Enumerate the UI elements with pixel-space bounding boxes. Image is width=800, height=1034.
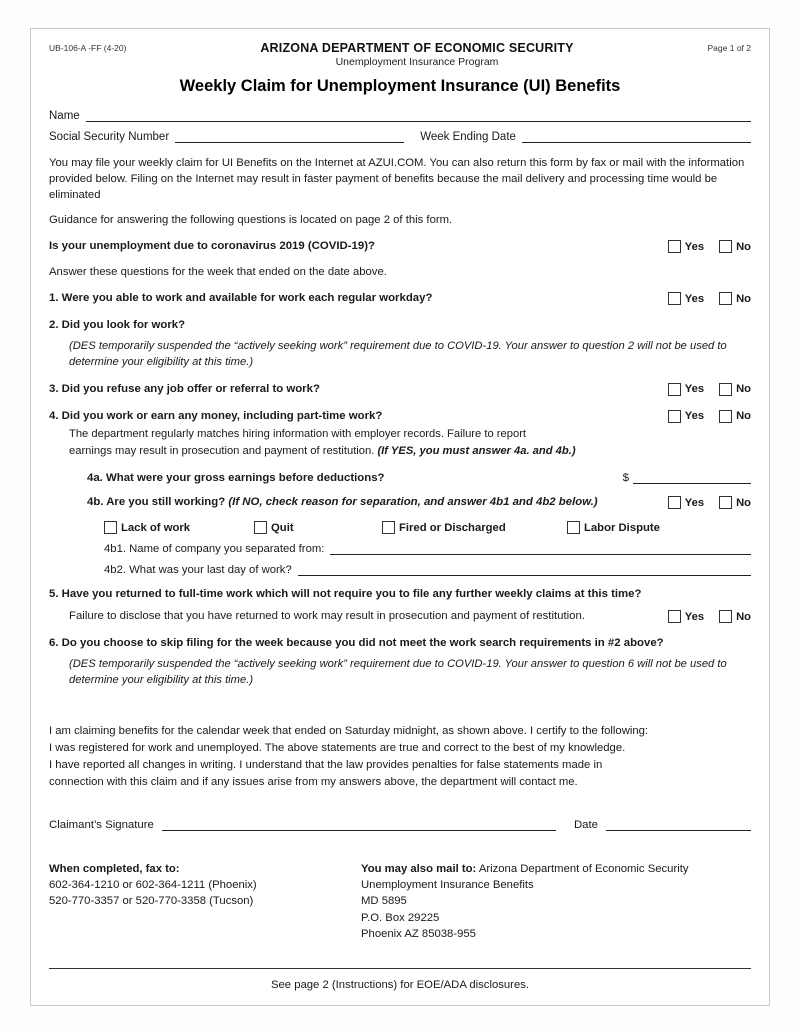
reason-quit[interactable] [254, 521, 382, 534]
question-2-label: Did you look for work? [61, 319, 186, 332]
q4b-yes-option[interactable] [668, 496, 704, 509]
question-4-detail-line2 [69, 444, 751, 460]
checkbox-icon[interactable] [382, 521, 395, 534]
checkbox-icon[interactable] [719, 240, 732, 253]
checkbox-icon[interactable] [719, 292, 732, 305]
currency-symbol: $ [622, 472, 629, 485]
reason-labor-dispute[interactable] [567, 521, 660, 534]
checkbox-icon[interactable] [668, 496, 681, 509]
question-4-number: 4. [49, 409, 59, 422]
certification-line-1: I am claiming benefits for the calendar week that ended on Saturday midnight, as shown above. I certify to the following: [49, 724, 649, 737]
question-4-row [49, 409, 751, 425]
checkbox-icon[interactable] [567, 521, 580, 534]
name-field-row [49, 110, 751, 122]
question-5-note-row [49, 609, 751, 625]
q5-yes-option[interactable] [668, 610, 704, 623]
q4-yes-label: Yes [684, 410, 705, 423]
q1-yes-label: Yes [684, 292, 705, 305]
company-name-input[interactable] [330, 543, 751, 555]
question-4b1-row [104, 543, 751, 555]
program-name: Unemployment Insurance Program [335, 56, 499, 68]
q5-no-label: No [736, 610, 751, 623]
form-code: UB-106-A -FF (4-20) [49, 43, 127, 53]
q1-yes-option[interactable] [668, 292, 704, 305]
form-header [49, 41, 751, 68]
checkbox-icon[interactable] [668, 410, 681, 423]
question-2-number: 2. [49, 319, 59, 332]
mail-line-1: Arizona Department of Economic Security [478, 862, 689, 875]
q1-no-option[interactable] [719, 292, 751, 305]
reason-labor-dispute-label: Labor Dispute [584, 521, 660, 534]
disclosure-note: See page 2 (Instructions) for EOE/ADA disclosures. [270, 979, 530, 992]
question-3-row [49, 382, 751, 398]
question-4b-answer-group [668, 495, 751, 509]
q3-no-label: No [736, 383, 751, 396]
question-4b-text [87, 495, 668, 511]
question-4b-emphasis: (If NO, check reason for separation, and answer 4b1 and 4b2 below.) [228, 496, 598, 509]
checkbox-icon[interactable] [668, 240, 681, 253]
page-number: Page 1 of 2 [707, 43, 751, 53]
fax-block [49, 861, 361, 943]
question-4b-row [49, 495, 751, 511]
question-2-note: (DES temporarily suspended the “actively seeking work” requirement due to COVID-19. Your answer to question 2 will not be used to determine your eligibility at this time.) [69, 340, 727, 368]
checkbox-icon[interactable] [668, 610, 681, 623]
q3-no-option[interactable] [719, 383, 751, 396]
checkbox-icon[interactable] [254, 521, 267, 534]
question-4b1-label: 4b1. Name of company you separated from: [104, 543, 325, 556]
mail-heading: You may also mail to: [361, 862, 477, 875]
q4-yes-option[interactable] [668, 410, 704, 423]
question-2-text [49, 318, 751, 334]
question-4b2-label: 4b2. What was your last day of work? [104, 564, 292, 577]
ssn-week-row [49, 131, 751, 143]
question-5-label: Have you returned to full-time work which will not require you to file any further weekly claims at this time? [61, 588, 642, 601]
question-4b2-row [104, 564, 751, 576]
certification-line-2: I was registered for work and unemployed. The above statements are true and correct to the best of my knowledge. [49, 741, 626, 754]
question-1-row [49, 291, 751, 307]
question-1-answer-group [668, 291, 751, 305]
q4b-no-label: No [736, 496, 751, 509]
department-name: ARIZONA DEPARTMENT OF ECONOMIC SECURITY [260, 41, 574, 55]
question-1-text [49, 291, 668, 307]
name-input[interactable] [86, 110, 751, 122]
form-sheet [30, 28, 770, 1006]
footer-divider [49, 968, 751, 969]
checkbox-icon[interactable] [668, 292, 681, 305]
question-1-number: 1. [49, 292, 59, 305]
intro-paragraph: You may file your weekly claim for UI Benefits on the Internet at AZUI.COM. You can also return this form by fax or mail with the information provided below. Filing on the Internet may result in faster payment of benefits because the mail delivery and processing time would be eliminated [49, 157, 745, 202]
question-5-row [49, 587, 751, 603]
question-4a-row [49, 472, 751, 484]
checkbox-icon[interactable] [719, 383, 732, 396]
checkbox-icon[interactable] [719, 496, 732, 509]
question-4-label: Did you work or earn any money, including part-time work? [61, 409, 383, 422]
question-5-text [49, 587, 751, 603]
question-4a-label: 4a. What were your gross earnings before deductions? [87, 472, 385, 485]
question-3-answer-group [668, 382, 751, 396]
reason-fired-label: Fired or Discharged [399, 521, 506, 534]
q4b-yes-label: Yes [684, 496, 705, 509]
checkbox-icon[interactable] [668, 383, 681, 396]
certification-block [49, 723, 751, 791]
q4b-no-option[interactable] [719, 496, 751, 509]
name-label: Name [49, 110, 80, 122]
covid-question-row [49, 239, 751, 255]
covid-question-text: Is your unemployment due to coronavirus 2019 (COVID-19)? [49, 240, 375, 253]
question-6-text [49, 636, 751, 652]
mail-line-3: MD 5895 [361, 895, 407, 908]
question-5-answer-group [668, 609, 751, 623]
q3-yes-label: Yes [684, 383, 705, 396]
form-title: Weekly Claim for Unemployment Insurance (UI) Benefits [179, 77, 621, 95]
signature-row [49, 819, 751, 831]
question-4-detail-line1: The department regularly matches hiring information with employer records. Failure to report [69, 427, 527, 440]
question-5-number: 5. [49, 588, 59, 601]
q4-no-option[interactable] [719, 410, 751, 423]
covid-yes-option[interactable] [668, 240, 704, 253]
date-input[interactable] [606, 819, 751, 831]
ssn-label: Social Security Number [49, 131, 170, 143]
mail-line-4: P.O. Box 29225 [361, 911, 440, 924]
guidance-paragraph: Guidance for answering the following questions is located on page 2 of this form. [49, 214, 453, 227]
checkbox-icon[interactable] [104, 521, 117, 534]
signature-label: Claimant’s Signature [49, 818, 154, 831]
question-2-row [49, 318, 751, 334]
q5-yes-label: Yes [684, 610, 705, 623]
question-6-number: 6. [49, 637, 59, 650]
covid-no-label: No [736, 240, 751, 253]
q5-no-option[interactable] [719, 610, 751, 623]
fax-line-1: 602-364-1210 or 602-364-1211 (Phoenix) [49, 878, 257, 891]
signature-input[interactable] [162, 819, 556, 831]
fax-heading: When completed, fax to: [49, 862, 180, 875]
certification-line-3: I have reported all changes in writing. I understand that the law provides penalties for false statements made in [49, 758, 603, 771]
answer-instruction: Answer these questions for the week that ended on the date above. [49, 266, 387, 279]
covid-yes-label: Yes [684, 240, 705, 253]
last-day-input[interactable] [298, 564, 751, 576]
q1-no-label: No [736, 292, 751, 305]
header-center [126, 41, 707, 68]
week-ending-label: Week Ending Date [420, 131, 516, 143]
gross-earnings-input[interactable] [633, 472, 751, 484]
date-label: Date [573, 818, 598, 831]
separation-reason-group [104, 521, 751, 534]
reason-lack-of-work-label: Lack of work [121, 521, 191, 534]
question-4-answer-group [668, 409, 751, 423]
question-5-note: Failure to disclose that you have returned to work may result in prosecution and payment of restitution. [69, 610, 586, 623]
question-4-detail-emphasis: (If YES, you must answer 4a. and 4b.) [377, 445, 576, 458]
reason-quit-label: Quit [271, 521, 294, 534]
question-4-detail-text: earnings may result in prosecution and payment of restitution. [69, 445, 375, 458]
mail-line-5: Phoenix AZ 85038-955 [361, 928, 476, 941]
mail-line-2: Unemployment Insurance Benefits [361, 878, 534, 891]
q4-no-label: No [736, 410, 751, 423]
ssn-input[interactable] [175, 131, 404, 143]
question-6-label: Do you choose to skip filing for the week because you did not meet the work search requirements in #2 above? [61, 637, 664, 650]
week-ending-input[interactable] [522, 131, 751, 143]
footer-columns [49, 861, 751, 943]
question-3-number: 3. [49, 382, 59, 395]
mail-first-line [361, 861, 751, 877]
question-1-label: Were you able to work and available for work each regular workday? [61, 292, 433, 305]
question-4-text [49, 409, 668, 425]
checkbox-icon[interactable] [719, 410, 732, 423]
question-4b-label: 4b. Are you still working? [87, 496, 226, 509]
covid-no-option[interactable] [719, 240, 751, 253]
covid-answer-group [668, 239, 751, 253]
fax-line-2: 520-770-3357 or 520-770-3358 (Tucson) [49, 895, 254, 908]
question-3-text [49, 382, 668, 398]
checkbox-icon[interactable] [719, 610, 732, 623]
q3-yes-option[interactable] [668, 383, 704, 396]
question-3-label: Did you refuse any job offer or referral to work? [61, 382, 320, 395]
certification-line-4: connection with this claim and if any issues arise from my answers above, the department will contact me. [49, 775, 578, 788]
reason-fired-or-discharged[interactable] [382, 521, 567, 534]
question-6-note: (DES temporarily suspended the “actively seeking work” requirement due to COVID-19. Your answer to question 6 will not be used to determine your eligibility at this time.) [69, 658, 727, 686]
reason-lack-of-work[interactable] [104, 521, 254, 534]
mail-block [361, 861, 751, 943]
question-6-row [49, 636, 751, 652]
